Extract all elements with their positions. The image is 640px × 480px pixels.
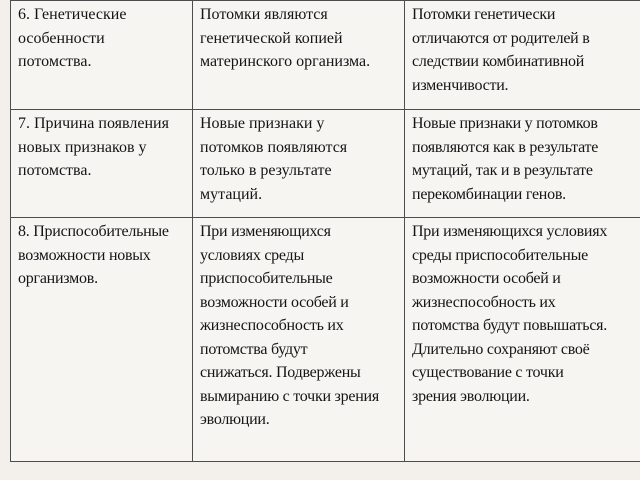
row-7-feature-cell: 7. Причина появления новых признаков у потомства. xyxy=(11,110,193,218)
row-6-column-3-cell: Потомки генетически отличаются от родителей в следствии комбинативной изменчивости. xyxy=(405,1,640,110)
row-7-column-2-cell: Новые признаки у потомков появляются только в результате мутаций. xyxy=(193,110,405,218)
row-6-feature-cell: 6. Генетические особенности потомства. xyxy=(11,1,193,110)
table-row xyxy=(11,1,640,110)
row-8-column-3-cell: При изменяющихся условиях среды приспособительные возможности особей и жизнеспособность их потомства будут повышаться. Длительно сохраняют своё существование с точки зрения эволюции. xyxy=(405,218,640,462)
table-row xyxy=(11,218,640,462)
row-7-column-3-cell: Новые признаки у потомков появляются как в результате мутаций, так и в результате перекомбинации генов. xyxy=(405,110,640,218)
table-row xyxy=(11,110,640,218)
row-6-column-2-cell: Потомки являются генетической копией материнского организма. xyxy=(193,1,405,110)
row-8-column-2-cell: При изменяющихся условиях среды приспособительные возможности особей и жизнеспособность их потомства будут снижаться. Подвержены вымиранию с точки зрения эволюции. xyxy=(193,218,405,462)
row-8-feature-cell: 8. Приспособительные возможности новых организмов. xyxy=(11,218,193,462)
comparison-table xyxy=(10,0,640,462)
